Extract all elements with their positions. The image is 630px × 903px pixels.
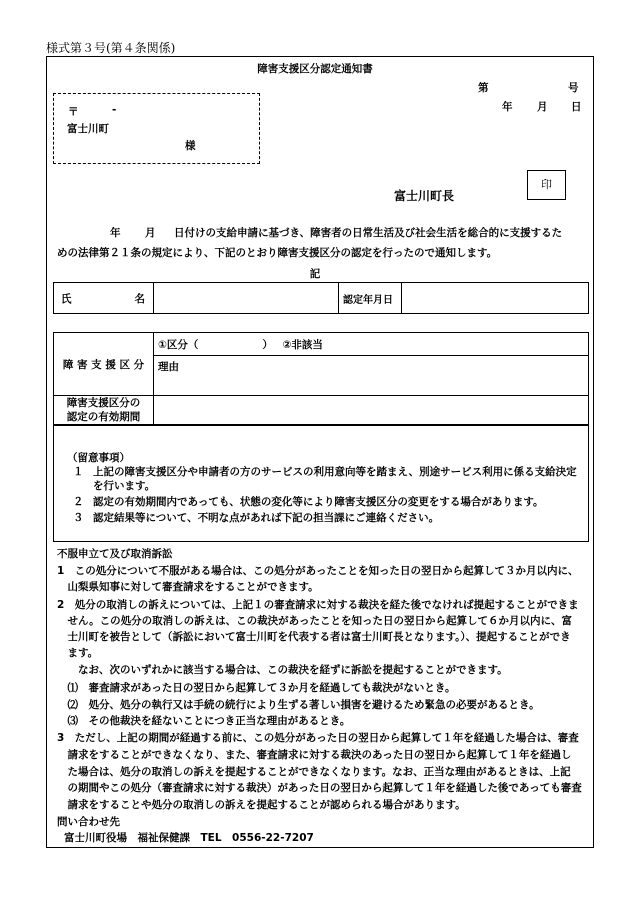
document-title: 障害支援区分認定通知書	[257, 63, 373, 75]
appeal-line: ⑵ 処分、処分の執行又は手続の続行により生ずる著しい損害を避けるため緊急の必要があるとき。	[57, 699, 540, 711]
appeal-line: せん。この処分の取消しの訴えは、この裁決があったことを知った日の翌日から起算して６か月以内に、富	[57, 615, 573, 627]
category-label: 障 害 支 援 区 分	[54, 333, 154, 396]
option2: ②非該当	[282, 338, 323, 351]
address-box	[53, 93, 260, 164]
note-2-line1: 認定の有効期間内であっても、状態の変化等により障害支援区分の変更をする場合があります。	[93, 496, 544, 508]
option1-open: ①区分（	[158, 338, 199, 351]
name-table	[53, 282, 589, 314]
validity-label-1: 障害支援区分の	[66, 397, 141, 409]
intro-year: 年	[110, 227, 121, 239]
date-month: 月	[537, 101, 548, 113]
note-1-line2: を行います。	[93, 480, 156, 492]
ki-heading: 記	[309, 268, 321, 280]
notes-box	[53, 425, 589, 542]
appeal-line: ます。	[57, 647, 99, 659]
category-options-cell	[154, 333, 589, 356]
address-honorific: 様	[185, 140, 196, 152]
validity-value[interactable]	[154, 396, 589, 425]
notes-heading: （留意事項）	[67, 452, 130, 464]
note-3-line1: 認定結果等について、不明な点があれば下記の担当課にご連絡ください。	[93, 512, 440, 524]
appeal-line: 士川町を被告として（訴訟において富士川町を代表する者は富士川町長となります。）、提起することができ	[57, 631, 571, 643]
seal-box: 印	[527, 170, 566, 200]
appeal-heading: 不服申立て及び取消訴訟	[57, 548, 173, 560]
intro-month: 月	[145, 227, 156, 239]
intro-line2: めの法律第２１条の規定により、下記のとおり障害支援区分の認定を行ったので通知します。	[57, 247, 498, 259]
cert-date-label: 認定年月日	[339, 283, 402, 314]
reason-cell	[154, 356, 589, 396]
contact-heading: 問い合わせ先	[57, 816, 120, 828]
name-label-2: 名	[134, 292, 145, 305]
appeal-line: 請求をすることができなくなり、また、審査請求に対する裁決のあった日の翌日から起算して１年を経過し	[57, 749, 572, 761]
cert-date-value[interactable]	[402, 283, 589, 314]
appeal-line: ⑶ その他裁決を経ないことにつき正当な理由があるとき。	[57, 715, 351, 727]
address-town: 富士川町	[67, 123, 109, 135]
mayor-title: 富士川町長	[394, 189, 455, 203]
appeal-line: 2 処分の取消しの訴えについては、上記１の審査請求に対する裁決を経た後でなければ提起することができま	[57, 599, 579, 611]
appeal-line: 3 ただし、上記の期間が経過する前に、この処分があった日の翌日から起算して１年を経過した場合は、審査	[57, 732, 579, 744]
name-label-1: 氏	[61, 292, 72, 305]
form-label: 様式第３号(第４条関係)	[46, 41, 176, 55]
number-suffix: 号	[568, 82, 579, 94]
appeal-line: 山梨県知事に対して審査請求をすることができます。	[57, 581, 319, 593]
note-2-num: ２	[73, 496, 84, 508]
number-prefix: 第	[478, 82, 489, 94]
validity-label	[54, 396, 154, 425]
note-1-line1: 上記の障害支援区分や申請者の方のサービスの利用意向等を踏まえ、別途サービス利用に係る支給決定	[93, 466, 577, 478]
appeal-line: の期間やこの処分（審査請求に対する裁決）があった日の翌日から起算して１年を経過した後であっても審査	[57, 782, 582, 794]
appeal-line: 請求をすることや処分の取消しの訴えを提起することが認められる場合があります。	[57, 799, 466, 811]
name-value-cell[interactable]	[154, 283, 339, 314]
category-table	[53, 332, 589, 425]
appeal-line: なお、次のいずれかに該当する場合は、この裁決を経ずに訴訟を提起することができます。	[57, 664, 508, 676]
validity-label-2: 認定の有効期間	[66, 411, 141, 423]
name-label-cell	[54, 283, 154, 314]
postal-mark: 〒	[68, 106, 79, 118]
postal-dash: -	[112, 104, 117, 116]
note-3-num: ３	[73, 512, 84, 524]
appeal-line: 1 この処分について不服がある場合は、この処分があったことを知った日の翌日から起算して３か月以内に、	[57, 565, 579, 577]
contact-detail: 富士川町役場 福祉保健課 TEL 0556-22-7207	[64, 832, 314, 844]
note-1-num: １	[73, 466, 84, 478]
reason-label: 理由	[158, 361, 179, 373]
option1-close: ）	[262, 338, 273, 351]
date-day: 日	[571, 101, 582, 113]
date-year: 年	[502, 101, 513, 113]
intro-line1: 日付けの支給申請に基づき、障害者の日常生活及び社会生活を総合的に支援するた	[174, 227, 563, 239]
appeal-line: た場合は、処分の取消しの訴えを提起することができなくなります。なお、正当な理由があるときは、上記	[57, 766, 571, 778]
appeal-line: ⑴ 審査請求があった日の翌日から起算して３か月を経過しても裁決がないとき。	[57, 682, 456, 694]
